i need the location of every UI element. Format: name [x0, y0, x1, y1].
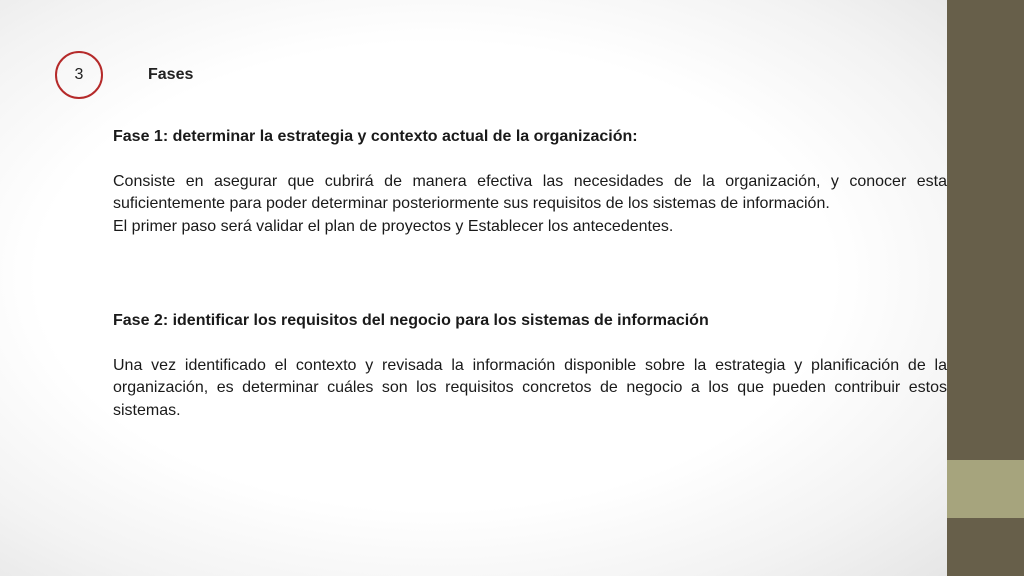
- sidebar-dark-top: [947, 0, 1024, 460]
- phase-2-body: Una vez identificado el contexto y revisada la información disponible sobre la estrategia y planificación de la organización, es determinar cuáles son los requisitos concretos de negocio a los que pueden contribuir estos sistemas.: [113, 356, 947, 419]
- phase-2-heading: Fase 2: identificar los requisitos del negocio para los sistemas de información: [113, 312, 709, 329]
- slide-content: [113, 126, 947, 422]
- slide-number-badge: [55, 51, 103, 99]
- slide-title: Fases: [148, 66, 194, 83]
- slide-number: 3: [74, 66, 84, 83]
- phase-1-body-2: El primer paso será validar el plan de proyectos y Establecer los antecedentes.: [113, 217, 674, 235]
- phase-1-body: Consiste en asegurar que cubrirá de manera efectiva las necesidades de la organización, y conocer esta suficientemente para poder determinar posteriormente sus requisitos de los sistemas de información.: [113, 172, 947, 212]
- phase-1-heading: Fase 1: determinar la estrategia y contexto actual de la organización:: [113, 128, 638, 145]
- sidebar-dark-bottom: [947, 518, 1024, 576]
- sidebar-accent-band: [947, 460, 1024, 518]
